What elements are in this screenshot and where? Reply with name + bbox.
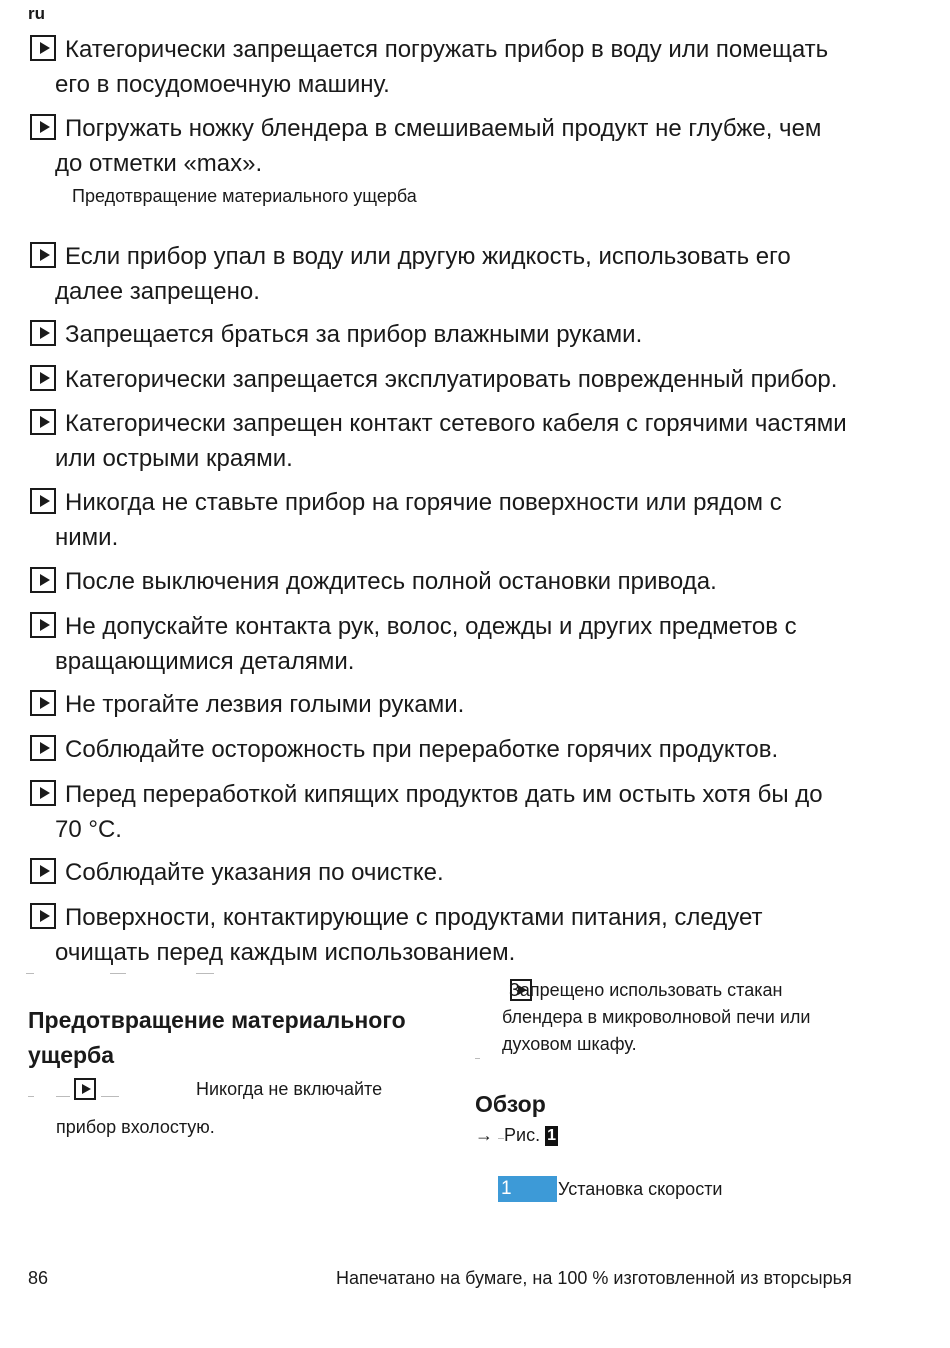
arrow-right-icon: → (475, 1125, 493, 1145)
divider (26, 973, 34, 974)
safety-item-text-cont: или острыми краями. (55, 445, 293, 472)
safety-item (30, 239, 900, 309)
safety-item (30, 900, 900, 970)
play-arrow-icon (30, 320, 56, 346)
play-arrow-icon (30, 409, 56, 435)
safety-item (30, 111, 900, 181)
safety-item-text: Если прибор упал в воду или другую жидкость, использовать его (65, 243, 791, 270)
divider (196, 973, 214, 974)
recycled-paper-note: Напечатано на бумаге, на 100 % изготовленной из вторсырья (336, 1268, 852, 1288)
section-heading-line: Предотвращение материального (28, 1007, 406, 1033)
legend-label: Установка скорости (558, 1179, 723, 1199)
safety-item (30, 406, 900, 476)
safety-item-text-cont: до отметки «max». (55, 150, 263, 177)
safety-item (30, 687, 900, 722)
divider (475, 1058, 480, 1059)
safety-item-text-cont: ними. (55, 524, 119, 551)
safety-item-text-cont: 70 °C. (55, 816, 122, 843)
figure-number-badge: 1 (547, 1127, 556, 1144)
play-arrow-icon (30, 690, 56, 716)
material-item-text: Запрещено использовать стакан (509, 980, 783, 1000)
divider (28, 1096, 34, 1097)
divider (56, 1096, 70, 1097)
safety-item-text: Перед переработкой кипящих продуктов дать им остыть хотя бы до (65, 781, 823, 808)
play-arrow-icon (30, 612, 56, 638)
language-label: ru (28, 4, 45, 23)
material-item-text-cont: прибор вхолостую. (56, 1117, 215, 1137)
divider (110, 973, 126, 974)
safety-item (30, 317, 900, 352)
overview-heading: Обзор (475, 1091, 546, 1117)
figure-ref-label: Рис. (504, 1125, 541, 1145)
safety-item-text: Никогда не ставьте прибор на горячие поверхности или рядом с (65, 489, 782, 516)
play-arrow-icon (30, 567, 56, 593)
section-heading (28, 1003, 406, 1073)
safety-item (30, 32, 900, 102)
safety-item-text-cont: очищать перед каждым использованием. (55, 939, 516, 966)
safety-item-text: Запрещается браться за прибор влажными руками. (65, 321, 643, 348)
play-arrow-icon (30, 365, 56, 391)
safety-item (30, 855, 900, 890)
safety-item (30, 777, 900, 847)
material-item-text: Никогда не включайте (196, 1079, 383, 1099)
safety-item (30, 485, 900, 555)
safety-item-text: Категорически запрещается погружать прибор в воду или помещать (65, 36, 829, 63)
play-arrow-icon (30, 242, 56, 268)
safety-item-text: Категорически запрещается эксплуатировать поврежденный прибор. (65, 366, 838, 393)
section-heading-line: ущерба (28, 1042, 115, 1068)
page-number: 86 (28, 1268, 49, 1288)
safety-item-text: Поверхности, контактирующие с продуктами питания, следует (65, 904, 763, 931)
safety-item-text: Категорически запрещен контакт сетевого кабеля с горячими частями (65, 410, 847, 437)
safety-item (30, 564, 900, 599)
safety-item-text: Соблюдайте осторожность при переработке горячих продуктов. (65, 736, 779, 763)
divider (101, 1096, 119, 1097)
play-arrow-icon (30, 735, 56, 761)
safety-item-text: Погружать ножку блендера в смешиваемый продукт не глубже, чем (65, 115, 822, 142)
play-arrow-icon (30, 780, 56, 806)
figure-reference[interactable] (475, 1122, 558, 1149)
play-arrow-icon (30, 858, 56, 884)
safety-item (30, 362, 900, 397)
play-arrow-icon (30, 35, 56, 61)
play-arrow-icon (74, 1078, 96, 1100)
safety-item-text-cont: вращающимися деталями. (55, 648, 355, 675)
safety-item-text: Соблюдайте указания по очистке. (65, 859, 444, 886)
section-subheading: Предотвращение материального ущерба (72, 186, 417, 206)
safety-item-text-cont: далее запрещено. (55, 278, 260, 305)
safety-item (30, 609, 900, 679)
play-arrow-icon (30, 903, 56, 929)
safety-item-text: Не трогайте лезвия голыми руками. (65, 691, 465, 718)
safety-item (30, 732, 900, 767)
legend-number: 1 (498, 1176, 557, 1202)
safety-item-text: После выключения дождитесь полной остановки привода. (65, 568, 717, 595)
play-arrow-icon (30, 114, 56, 140)
play-arrow-icon (30, 488, 56, 514)
safety-item-text-cont: его в посудомоечную машину. (55, 71, 390, 98)
material-item-text-cont: духовом шкафу. (502, 1034, 637, 1054)
material-item-text-cont: блендера в микроволновой печи или (502, 1007, 811, 1027)
safety-item-text: Не допускайте контакта рук, волос, одежды и других предметов с (65, 613, 797, 640)
